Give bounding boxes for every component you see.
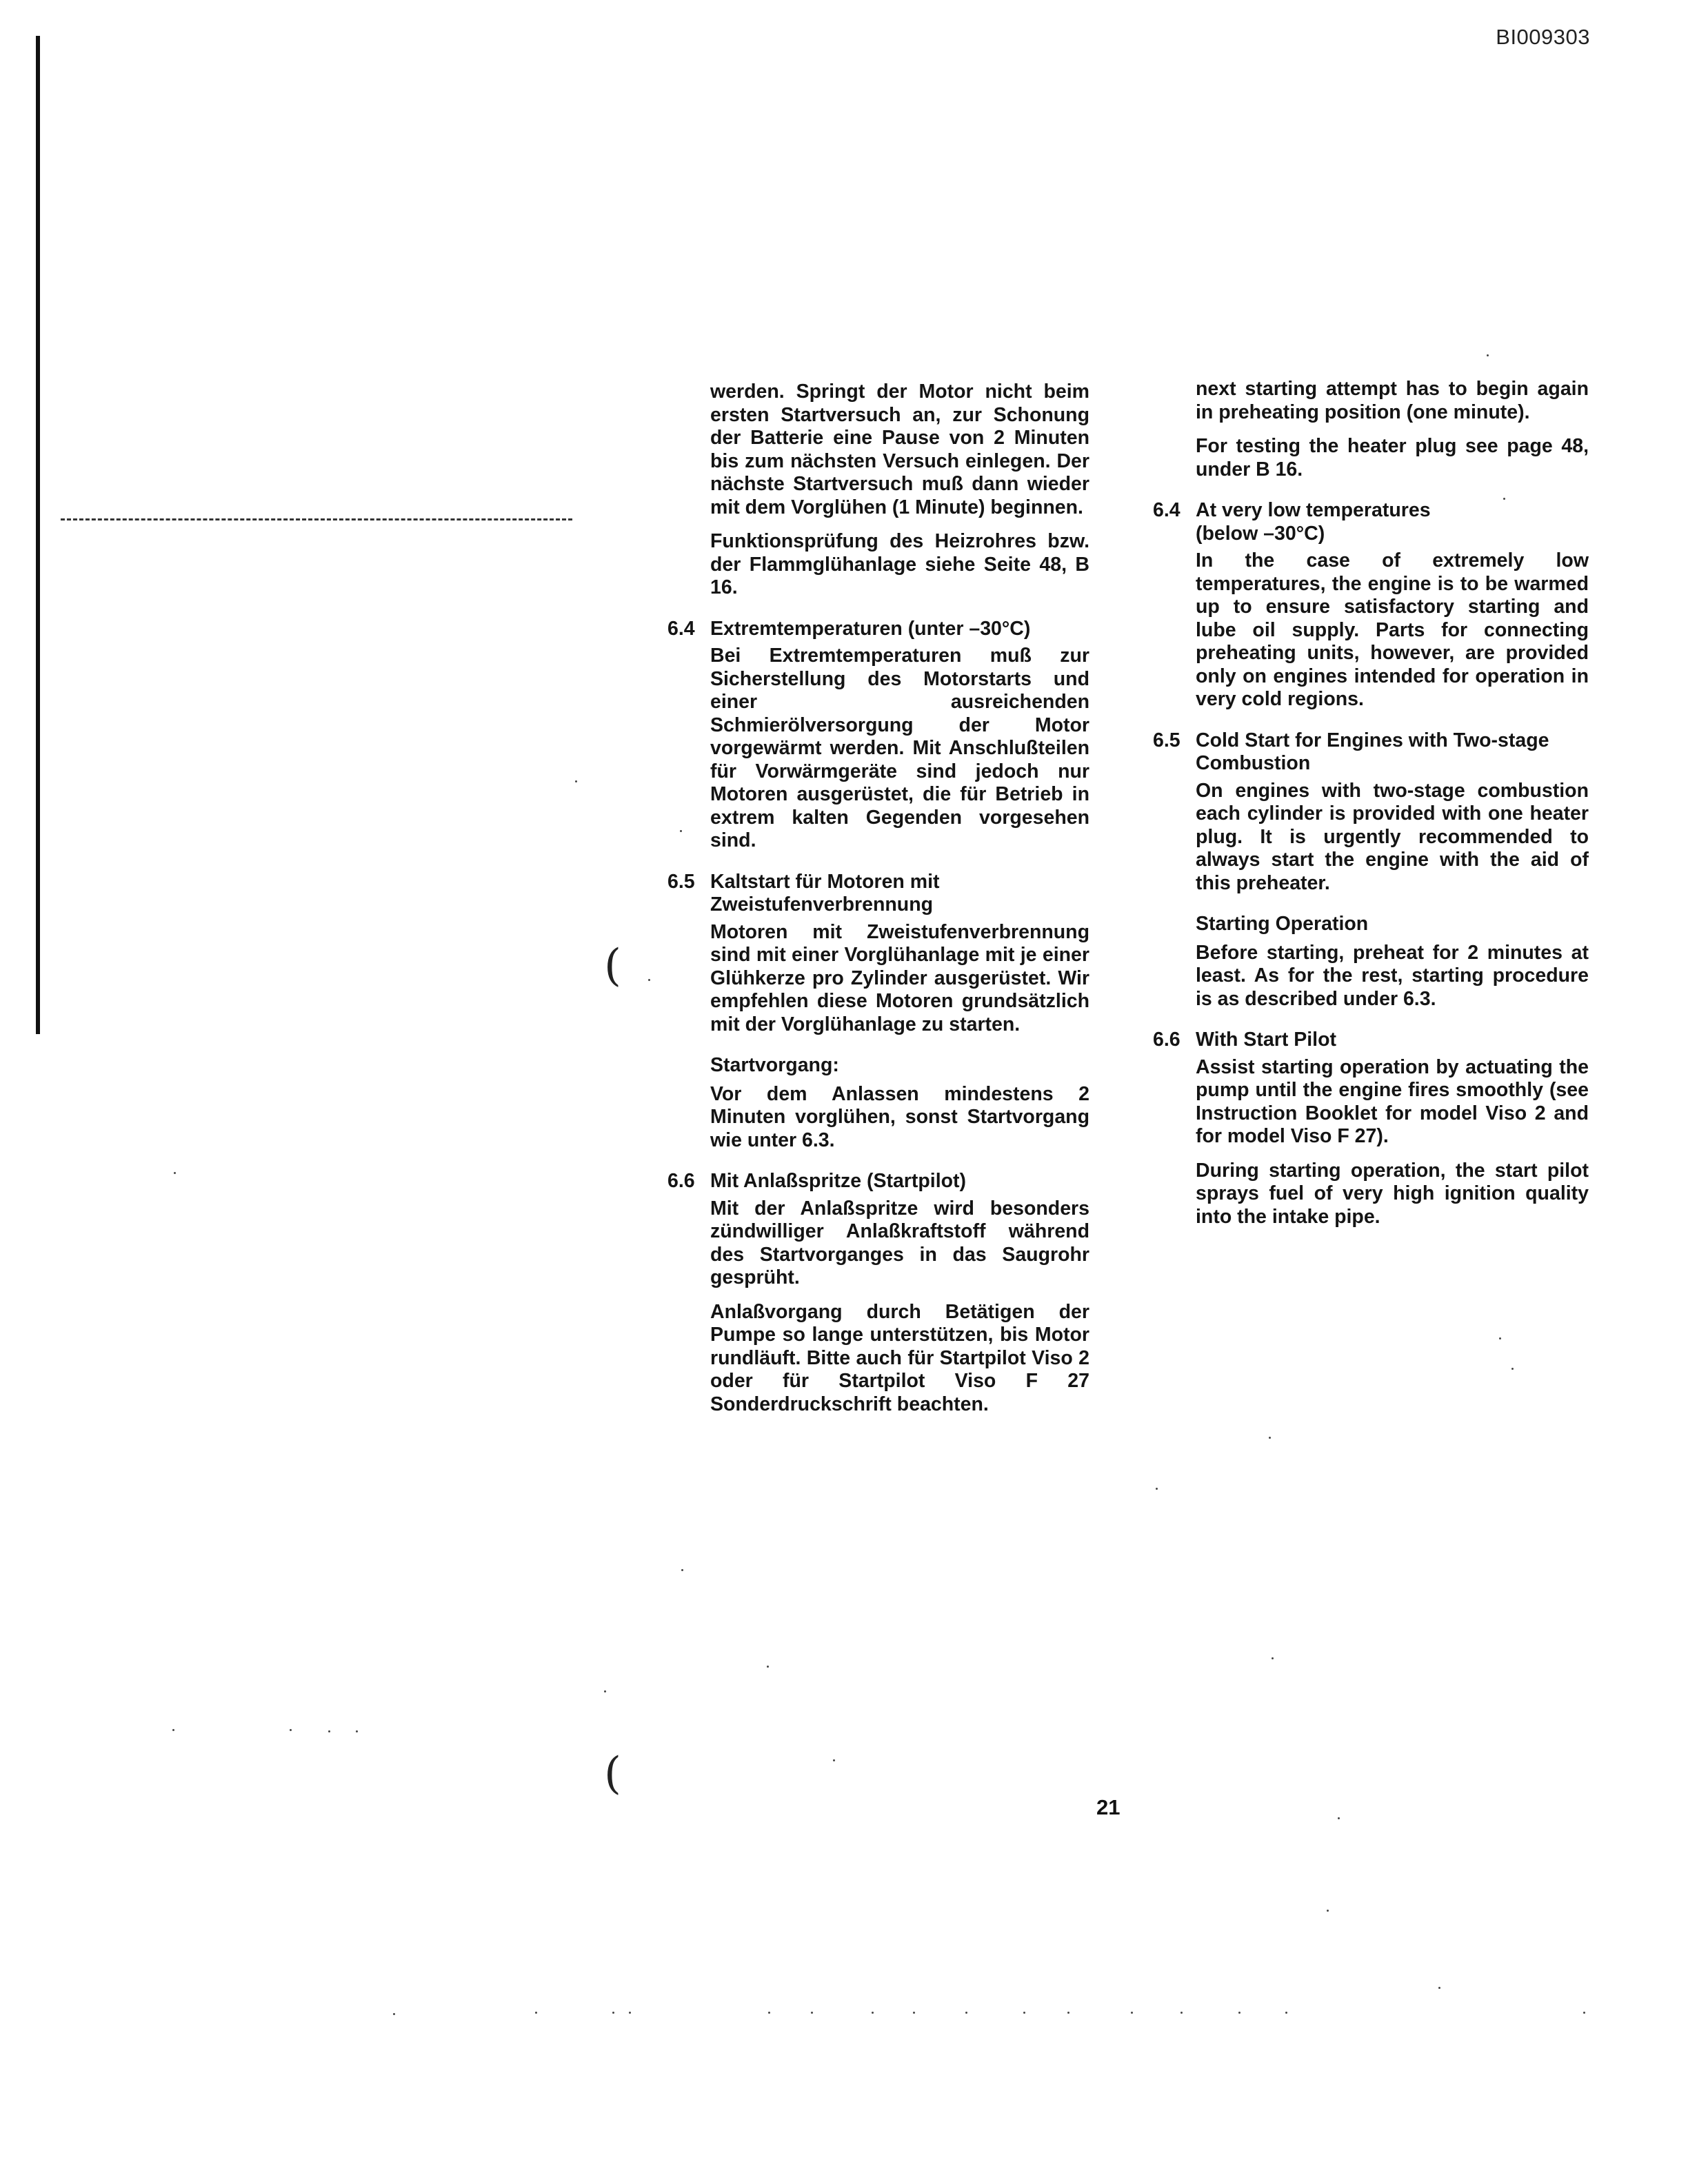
english-column	[1153, 378, 1589, 1240]
subsection-heading: Starting Operation	[1196, 913, 1369, 935]
scan-speck	[768, 2012, 770, 2014]
scan-speck	[1269, 1437, 1271, 1439]
scan-speck	[1499, 1337, 1501, 1339]
scan-speck	[872, 2012, 874, 2014]
scan-speck	[1327, 1910, 1329, 1912]
document-id: BI009303	[1496, 25, 1590, 49]
english-intro: next starting attempt has to begin again in preheating position (one minute).	[1196, 378, 1589, 423]
section-body-continued: During starting operation, the start pilot sprays fuel of very high ignition quality into the intake pipe.	[1196, 1159, 1589, 1228]
scan-speck	[1285, 2012, 1287, 2014]
scan-speck	[172, 1729, 174, 1731]
section-number: 6.4	[667, 617, 695, 640]
section-title: With Start Pilot	[1196, 1029, 1336, 1051]
section-subtitle: (unter –30°C)	[907, 617, 1031, 640]
section-heading-6-5-de	[667, 870, 1089, 917]
section-body-continued: Anlaßvorgang durch Betätigen der Pumpe so lange unterstützen, bis Motor rundläuft. Bitte auch für Startpilot Viso 2 oder für Startpilot Viso F 27 Sonderdruckschrift beachten.	[710, 1300, 1089, 1415]
scan-speck	[648, 979, 650, 981]
section-title: Cold Start for Engines with Two-stage Combustion	[1196, 729, 1549, 774]
scan-speck	[328, 1730, 330, 1732]
subsection-heading: Startvorgang:	[710, 1054, 839, 1076]
scan-speck	[535, 2012, 537, 2014]
scan-speck	[1503, 498, 1505, 500]
scan-speck	[612, 2012, 614, 2014]
subsection-body: Vor dem Anlassen mindestens 2 Minuten vorglühen, sonst Startvorgang wie unter 6.3.	[710, 1082, 1089, 1151]
scan-speck	[1487, 354, 1489, 356]
section-title: Kaltstart für Motoren mit Zweistufenverbrennung	[710, 870, 940, 916]
english-testing-note: For testing the heater plug see page 48, under B 16.	[1196, 435, 1589, 481]
section-body: Bei Extremtemperaturen muß zur Sicherstellung des Motorstarts und einer ausreichenden Schmierölversorgung der Motor vorgewärmt werden. Mit Anschlußteilen für Vorwärmgeräte sind jedoch nur Motoren ausgerüstet, die für Betrieb in extrem kalten Gegenden vorgesehen sind.	[710, 645, 1089, 851]
section-title: Extremtemperaturen	[710, 617, 903, 640]
section-number: 6.4	[1153, 499, 1180, 521]
scan-speck	[1156, 1488, 1158, 1490]
section-heading-6-5-en	[1153, 729, 1589, 776]
section-heading-6-4-en	[1153, 499, 1589, 545]
binding-margin-bar	[36, 36, 40, 1034]
subsection-body: Before starting, preheat for 2 minutes at least. As for the rest, starting procedure is as described under 6.3.	[1196, 941, 1589, 1010]
scan-speck	[681, 1569, 683, 1571]
scan-speck	[393, 2013, 395, 2015]
scan-speck	[833, 1759, 835, 1761]
section-body: Motoren mit Zweistufenverbrennung sind mit einer Vorglühanlage mit je einer Glühkerze pro Zylinder ausgerüstet. Wir empfehlen diese Motoren grundsätzlich mit der Vorglühanlage zu starten.	[710, 920, 1089, 1035]
scan-artifact-paren: (	[604, 1748, 621, 1799]
scan-speck	[767, 1666, 769, 1668]
section-number: 6.6	[667, 1170, 695, 1192]
scan-speck	[1338, 1817, 1340, 1819]
cut-line-dashes	[61, 518, 572, 520]
section-title: Mit Anlaßspritze	[710, 1170, 862, 1192]
scan-speck	[680, 830, 682, 832]
section-subtitle: (below –30°C)	[1196, 522, 1325, 545]
section-heading-6-6-de	[667, 1170, 1089, 1193]
section-heading-6-4-de	[667, 617, 1089, 641]
scan-speck	[604, 1690, 606, 1692]
scan-speck	[629, 2012, 631, 2014]
scan-speck	[1238, 2012, 1240, 2014]
section-body: Mit der Anlaßspritze wird besonders zündwilliger Anlaßkraftstoff während des Startvorganges in das Saugrohr gesprüht.	[710, 1197, 1089, 1288]
scan-speck	[1438, 1987, 1440, 1989]
scan-speck	[575, 780, 577, 782]
page-number: 21	[1096, 1795, 1121, 1819]
scan-speck	[1067, 2012, 1069, 2014]
section-body: On engines with two-stage combustion each cylinder is provided with one heater plug. It is urgently recommended to always start the engine with the aid of this preheater.	[1196, 779, 1589, 894]
scan-speck	[1023, 2012, 1025, 2014]
scan-speck	[174, 1172, 176, 1174]
german-function-check: Funktionsprüfung des Heizrohres bzw. der Flammglühanlage siehe Seite 48, B 16.	[710, 530, 1089, 598]
section-title: At very low temperatures	[1196, 499, 1431, 521]
section-number: 6.5	[1153, 729, 1180, 751]
scan-speck	[1511, 1368, 1514, 1370]
scan-speck	[811, 2012, 813, 2014]
scan-speck	[1131, 2012, 1133, 2014]
section-number: 6.5	[667, 870, 695, 893]
german-intro: werden. Springt der Motor nicht beim ersten Startversuch an, zur Schonung der Batterie eine Pause von 2 Minuten bis zum nächsten Versuch einlegen. Der nächste Startversuch muß dann wieder mit dem Vorglühen (1 Minute) beginnen.	[710, 381, 1089, 518]
section-heading-6-6-en	[1153, 1029, 1589, 1052]
scan-artifact-paren: (	[604, 940, 621, 991]
german-column	[667, 381, 1089, 1427]
section-body: In the case of extremely low temperatures, the engine is to be warmed up to ensure satisfactory starting and lube oil supply. Parts for connecting preheating units, however, are provided only on engines intended for operation in very cold regions.	[1196, 549, 1589, 710]
scan-speck	[913, 2012, 915, 2014]
section-number: 6.6	[1153, 1029, 1180, 1051]
scan-speck	[1583, 2012, 1585, 2014]
scan-speck	[1272, 1657, 1274, 1659]
section-body: Assist starting operation by actuating the pump until the engine fires smoothly (see Instruction Booklet for model Viso 2 and for model Viso F 27).	[1196, 1055, 1589, 1147]
section-subtitle: (Startpilot)	[866, 1170, 967, 1192]
scan-speck	[965, 2012, 967, 2014]
scan-speck	[356, 1730, 358, 1732]
scan-speck	[290, 1729, 292, 1731]
scan-speck	[1180, 2012, 1183, 2014]
